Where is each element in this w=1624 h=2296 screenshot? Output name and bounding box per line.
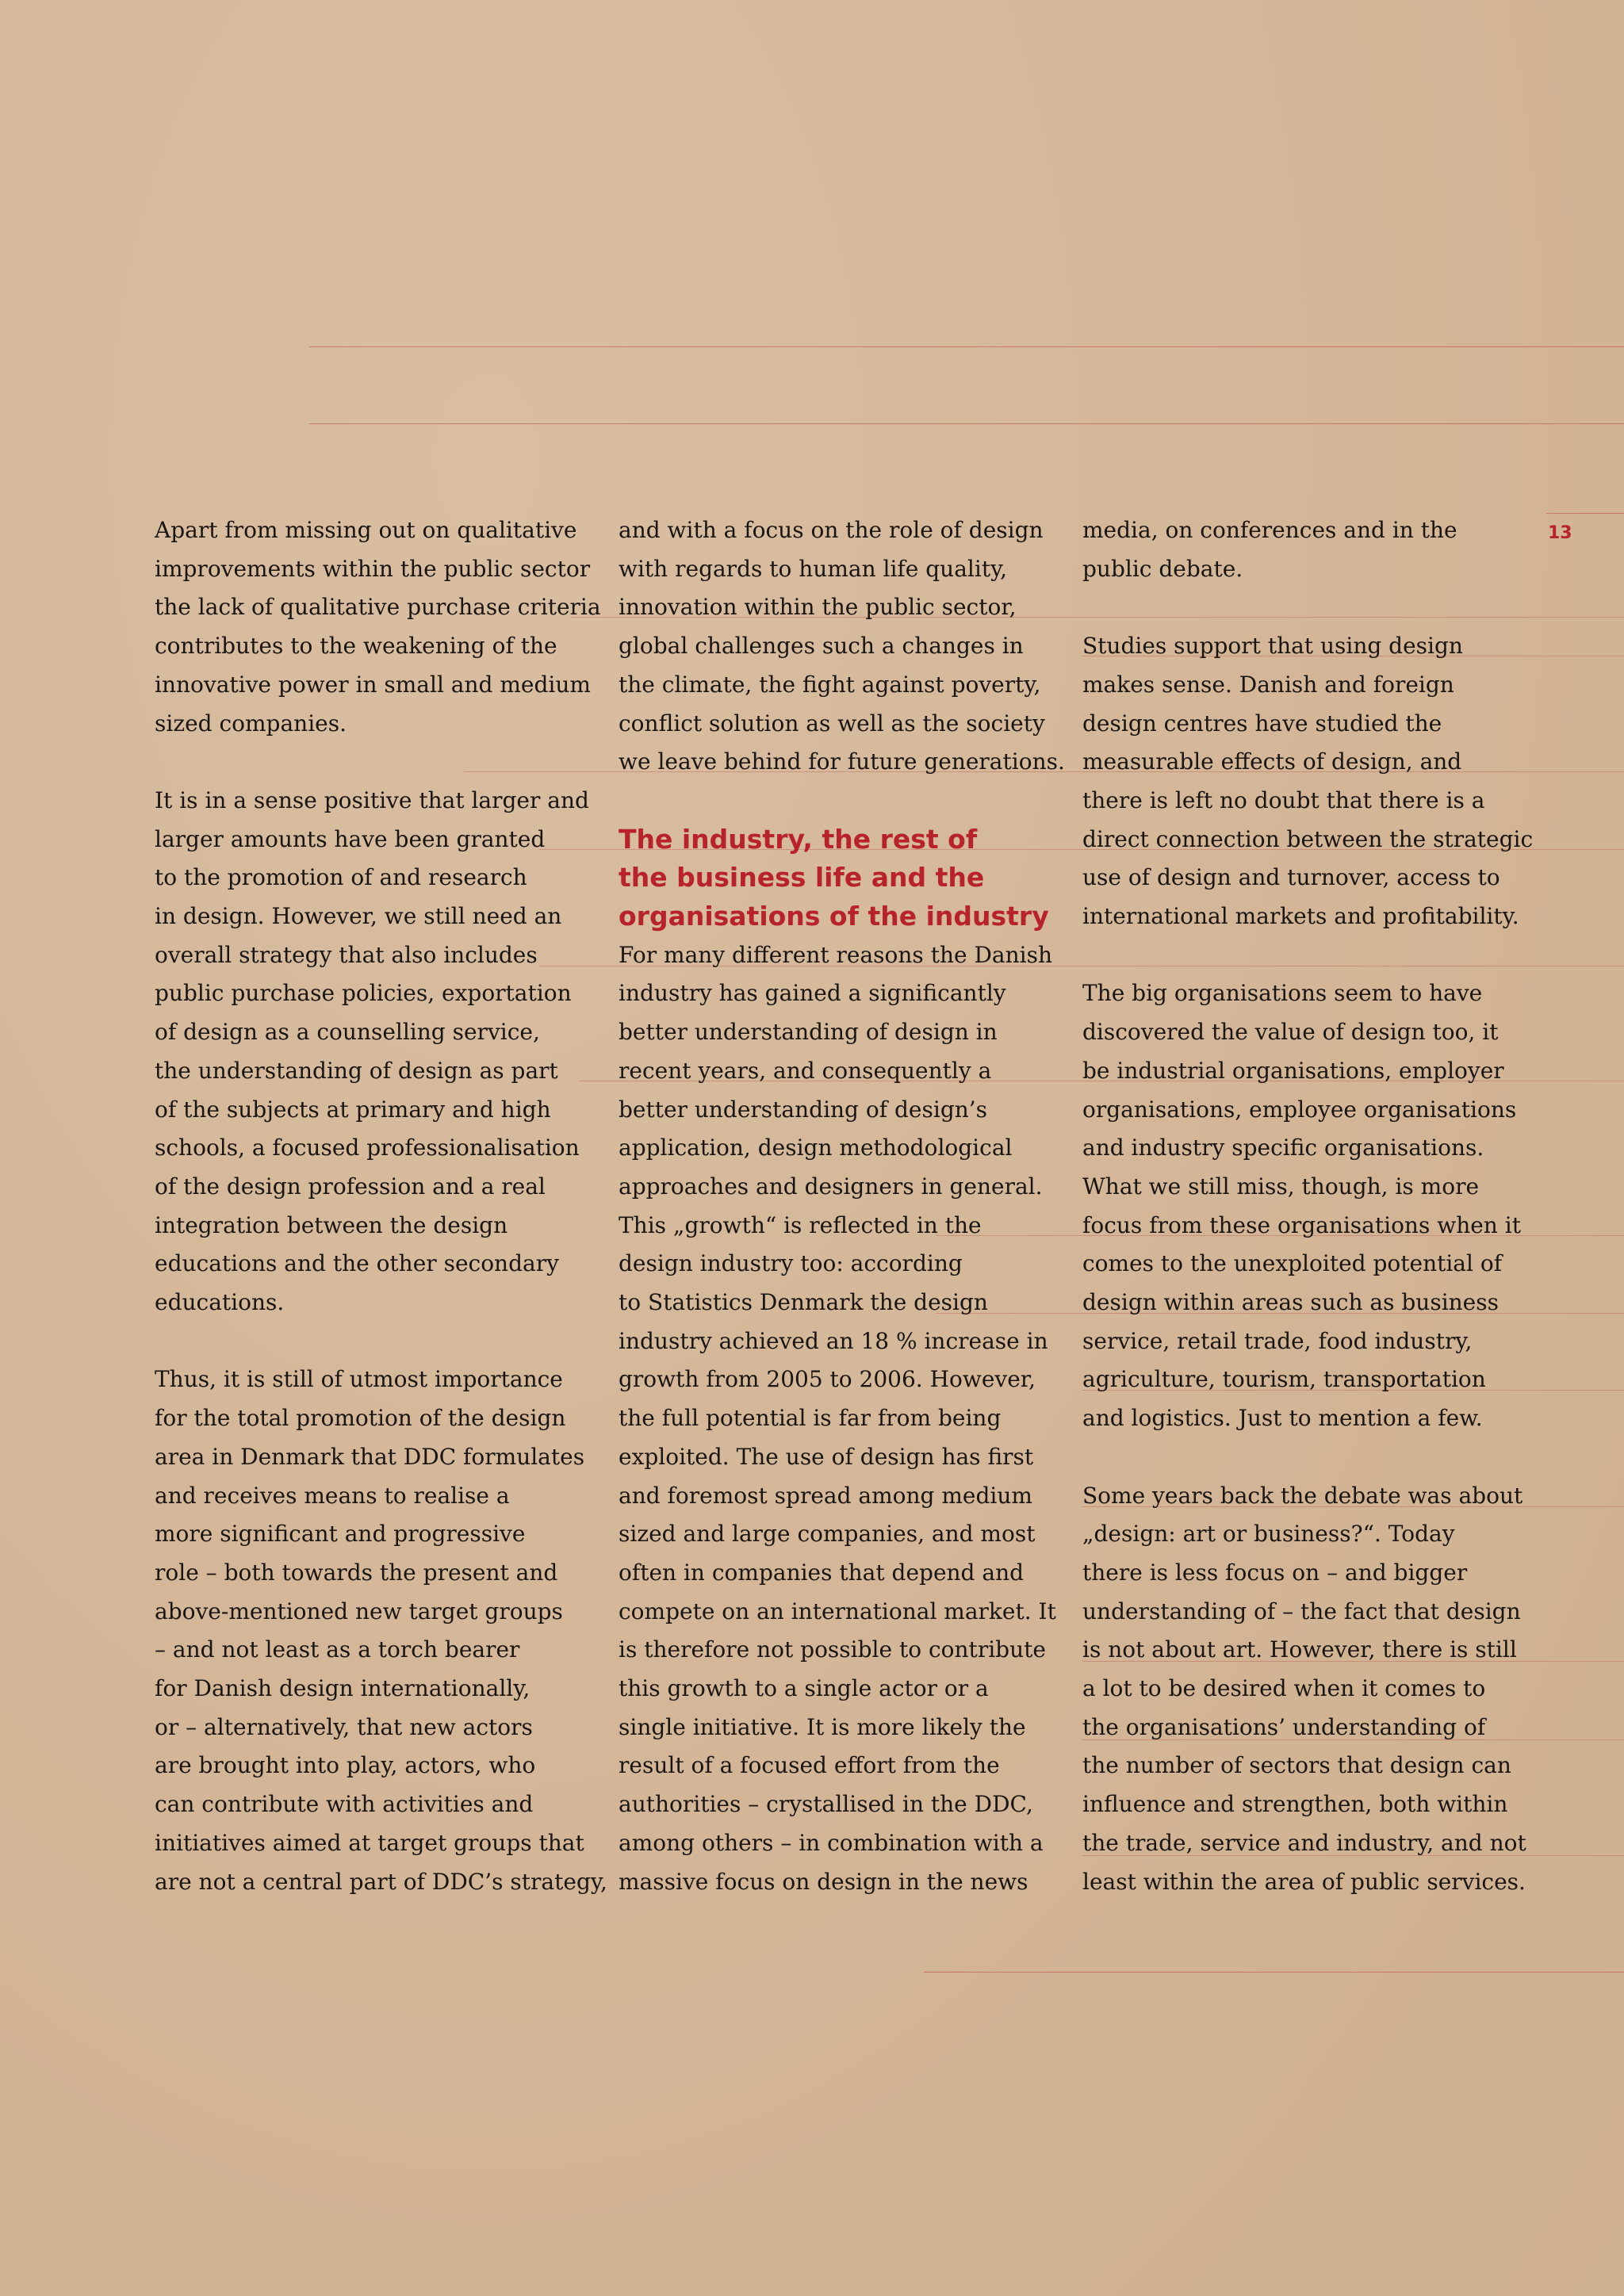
- paragraph: [155, 1360, 607, 1901]
- text-line: and logistics. Just to mention a few.: [1082, 1405, 1483, 1432]
- text-line: result of a focused effort from the: [619, 1752, 1000, 1779]
- text-line: discovered the value of design too, it: [1082, 1019, 1499, 1046]
- text-line: the trade, service and industry, and not: [1082, 1829, 1526, 1856]
- text-line: role – both towards the present and: [155, 1559, 558, 1586]
- divider-rule: [924, 1972, 1624, 1973]
- text-line: the lack of qualitative purchase criteria: [155, 594, 601, 621]
- text-line: be industrial organisations, employer: [1082, 1057, 1504, 1084]
- text-line: the number of sectors that design can: [1082, 1752, 1511, 1779]
- text-line: least within the area of public services.: [1082, 1868, 1526, 1895]
- text-line: agriculture, tourism, transportation: [1082, 1366, 1486, 1393]
- text-line: Thus, it is still of utmost importance: [155, 1366, 563, 1393]
- text-line: is not about art. However, there is still: [1082, 1636, 1517, 1663]
- text-line: public purchase policies, exportation: [155, 980, 572, 1007]
- paragraph: [1082, 974, 1526, 1437]
- paragraph: [619, 511, 1063, 782]
- paragraph-gap: [1082, 588, 1526, 627]
- text-line: sized and large companies, and most: [619, 1521, 1036, 1548]
- paragraph-gap: [155, 743, 599, 782]
- text-line: Apart from missing out on qualitative: [155, 517, 577, 543]
- text-line: schools, a focused professionalisation: [155, 1135, 580, 1161]
- paragraph: [619, 936, 1063, 1902]
- text-line: recent years, and consequently a: [619, 1057, 992, 1084]
- text-line: For many different reasons the Danish: [619, 941, 1052, 968]
- text-line: the understanding of design as part: [155, 1057, 558, 1084]
- text-line: authorities – crystallised in the DDC,: [619, 1791, 1033, 1818]
- text-line: overall strategy that also includes: [155, 941, 538, 968]
- text-line: – and not least as a torch bearer: [155, 1636, 520, 1663]
- text-line: contributes to the weakening of the: [155, 633, 557, 660]
- text-line: influence and strengthen, both within: [1082, 1791, 1508, 1818]
- text-line: are brought into play, actors, who: [155, 1752, 536, 1779]
- text-column-3: [1082, 511, 1534, 1901]
- text-line: larger amounts have been granted: [155, 825, 546, 852]
- text-line: growth from 2005 to 2006. However,: [619, 1366, 1036, 1393]
- text-line: sized companies.: [155, 710, 347, 737]
- divider-rule: [309, 423, 1624, 424]
- text-column-1: [155, 511, 607, 1901]
- text-line: with regards to human life quality,: [619, 555, 1008, 582]
- paragraph-gap: [1082, 936, 1526, 975]
- text-line: for the total promotion of the design: [155, 1405, 566, 1432]
- text-line: often in companies that depend and: [619, 1559, 1025, 1586]
- text-line: of the subjects at primary and high: [155, 1096, 551, 1123]
- text-line: and with a focus on the role of design: [619, 517, 1044, 543]
- text-line: focus from these organisations when it: [1082, 1211, 1521, 1238]
- text-line: initiatives aimed at target groups that: [155, 1829, 584, 1856]
- text-line: design centres have studied the: [1082, 710, 1442, 737]
- text-line: among others – in combination with a: [619, 1829, 1044, 1856]
- divider-rule: [1546, 513, 1624, 514]
- heading-line: The industry, the rest of: [619, 823, 978, 855]
- text-line: use of design and turnover, access to: [1082, 864, 1500, 891]
- text-line: of design as a counselling service,: [155, 1019, 540, 1046]
- text-line: industry has gained a significantly: [619, 980, 1006, 1007]
- text-line: comes to the unexploited potential of: [1082, 1250, 1503, 1277]
- section-heading: [619, 821, 1063, 936]
- paragraph-gap: [155, 1322, 599, 1361]
- text-line: better understanding of design in: [619, 1019, 998, 1046]
- paragraph: [1082, 1477, 1526, 1902]
- text-line: The big organisations seem to have: [1082, 980, 1483, 1007]
- text-line: the climate, the fight against poverty,: [619, 671, 1041, 698]
- text-line: compete on an international market. It: [619, 1598, 1056, 1624]
- text-line: global challenges such a changes in: [619, 633, 1024, 660]
- text-line: Studies support that using design: [1082, 633, 1463, 660]
- text-column-2: [619, 511, 1063, 1901]
- text-line: innovation within the public sector,: [619, 594, 1017, 621]
- paragraph: [155, 782, 599, 1322]
- text-line: It is in a sense positive that larger and: [155, 786, 589, 813]
- text-line: industry achieved an 18 % increase in: [619, 1327, 1048, 1354]
- text-line: design industry too: according: [619, 1250, 963, 1277]
- text-line: and industry specific organisations.: [1082, 1135, 1484, 1161]
- text-line: is therefore not possible to contribute: [619, 1636, 1046, 1663]
- text-line: the organisations’ understanding of: [1082, 1713, 1486, 1740]
- text-line: application, design methodological: [619, 1135, 1013, 1161]
- text-line: more significant and progressive: [155, 1521, 526, 1548]
- text-line: approaches and designers in general.: [619, 1173, 1043, 1200]
- text-line: „design: art or business?“. Today: [1082, 1521, 1455, 1548]
- text-line: or – alternatively, that new actors: [155, 1713, 533, 1740]
- text-line: of the design profession and a real: [155, 1173, 546, 1200]
- paragraph: [155, 511, 599, 743]
- text-line: to the promotion of and research: [155, 864, 527, 891]
- text-line: measurable effects of design, and: [1082, 748, 1462, 775]
- heading-line: organisations of the industry: [619, 901, 1049, 932]
- text-line: What we still miss, though, is more: [1082, 1173, 1480, 1200]
- text-line: service, retail trade, food industry,: [1082, 1327, 1473, 1354]
- paragraph: [1082, 511, 1526, 588]
- text-line: conflict solution as well as the society: [619, 710, 1045, 737]
- paragraph-gap: [619, 782, 1063, 821]
- text-line: there is less focus on – and bigger: [1082, 1559, 1468, 1586]
- text-line: direct connection between the strategic: [1082, 825, 1534, 852]
- text-line: media, on conferences and in the: [1082, 517, 1457, 543]
- text-line: exploited. The use of design has first: [619, 1443, 1034, 1470]
- text-line: are not a central part of DDC’s strategy,: [155, 1868, 607, 1895]
- text-line: a lot to be desired when it comes to: [1082, 1675, 1486, 1702]
- text-line: public debate.: [1082, 555, 1243, 582]
- page-number: 13: [1548, 523, 1572, 543]
- text-line: the full potential is far from being: [619, 1405, 1002, 1432]
- text-line: we leave behind for future generations.: [619, 748, 1065, 775]
- text-line: understanding of – the fact that design: [1082, 1598, 1521, 1624]
- text-line: in design. However, we still need an: [155, 903, 562, 930]
- text-line: area in Denmark that DDC formulates: [155, 1443, 585, 1470]
- text-line: international markets and profitability.: [1082, 903, 1519, 930]
- text-line: and foremost spread among medium: [619, 1482, 1032, 1509]
- text-line: to Statistics Denmark the design: [619, 1289, 988, 1316]
- text-line: improvements within the public sector: [155, 555, 591, 582]
- text-line: above-mentioned new target groups: [155, 1598, 563, 1624]
- text-line: single initiative. It is more likely the: [619, 1713, 1026, 1740]
- text-line: better understanding of design’s: [619, 1096, 988, 1123]
- text-line: Some years back the debate was about: [1082, 1482, 1523, 1509]
- text-line: and receives means to realise a: [155, 1482, 510, 1509]
- text-line: can contribute with activities and: [155, 1791, 534, 1818]
- text-line: this growth to a single actor or a: [619, 1675, 989, 1702]
- divider-rule: [309, 346, 1624, 347]
- text-line: educations.: [155, 1289, 285, 1316]
- paragraph: [1082, 627, 1534, 936]
- text-line: for Danish design internationally,: [155, 1675, 530, 1702]
- text-line: integration between the design: [155, 1211, 508, 1238]
- text-line: design within areas such as business: [1082, 1289, 1499, 1316]
- text-line: organisations, employee organisations: [1082, 1096, 1517, 1123]
- heading-line: the business life and the: [619, 862, 985, 894]
- text-line: This „growth“ is reflected in the: [619, 1211, 982, 1238]
- text-line: innovative power in small and medium: [155, 671, 591, 698]
- text-line: there is left no doubt that there is a: [1082, 786, 1485, 813]
- text-line: massive focus on design in the news: [619, 1868, 1028, 1895]
- text-line: educations and the other secondary: [155, 1250, 559, 1277]
- paragraph-gap: [1082, 1438, 1526, 1477]
- text-line: makes sense. Danish and foreign: [1082, 671, 1454, 698]
